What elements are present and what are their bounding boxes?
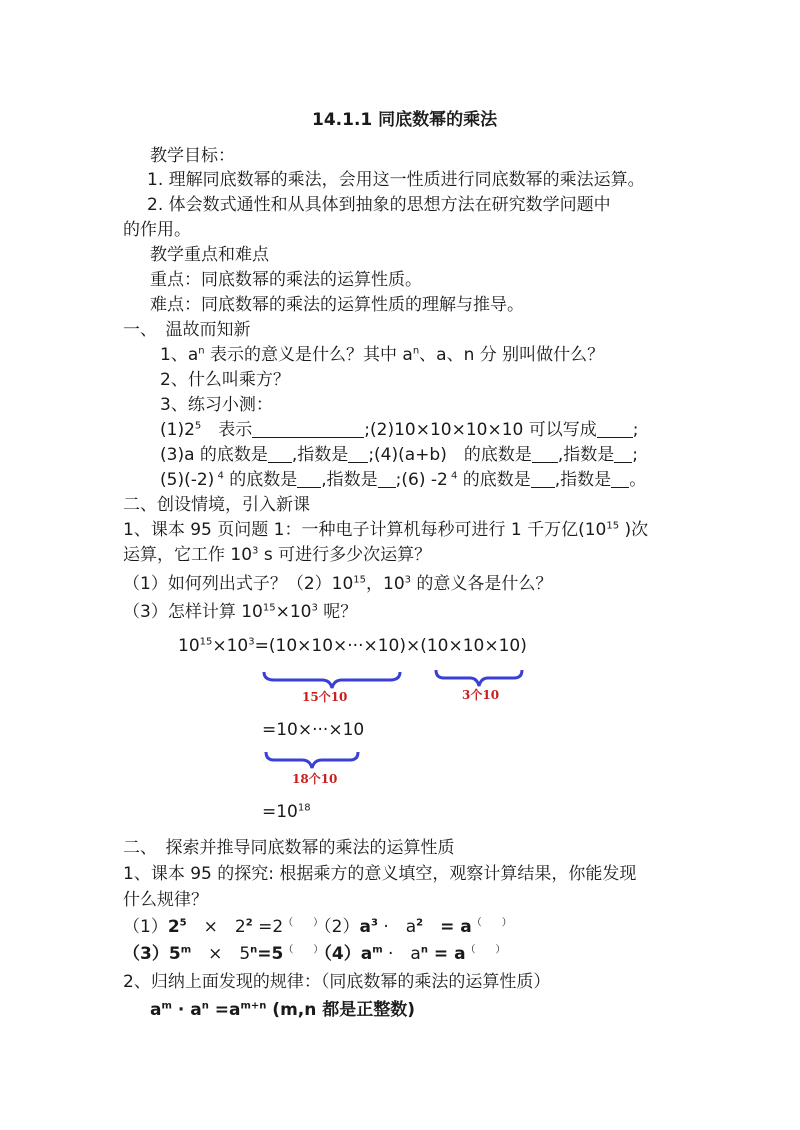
underbrace-18	[264, 750, 360, 770]
r2-sup-blank-2[interactable]: （ ）	[465, 944, 506, 956]
p2-sup-2: 3	[404, 574, 412, 586]
brace-label-18: 18个10	[292, 772, 338, 786]
ex2-text-d: ,指数是	[557, 445, 615, 465]
exercise-row-3	[160, 468, 646, 492]
objectives-heading: 教学目标：	[150, 146, 235, 166]
problem-2	[123, 572, 552, 596]
r2-sup-2: n	[250, 944, 258, 956]
answer-blank[interactable]	[297, 471, 321, 488]
p1-text-d: s 可进行多少次运算？	[258, 545, 432, 565]
question-1	[160, 343, 604, 367]
brace-label-15: 15个10	[302, 690, 348, 704]
answer-blank[interactable]	[348, 446, 368, 463]
rule-text: a	[150, 1000, 162, 1020]
answer-blank[interactable]	[268, 446, 292, 463]
eq3-sup: 18	[297, 802, 311, 814]
ex1-text-c: ;(2)10×10×10×10 可以写成	[364, 420, 597, 440]
answer-blank[interactable]	[532, 446, 558, 463]
r2-sup-4: m	[372, 944, 383, 956]
r2-text-f: a	[360, 944, 373, 964]
explore-line-1: 1、课本 95 的探究: 根据乘方的意义填空，观察计算结果，你能发现	[123, 864, 637, 884]
r1-text-f: a	[359, 917, 371, 937]
exercise-row-2	[160, 443, 638, 467]
ex1-text-d: ;	[632, 420, 639, 440]
answer-blank[interactable]	[597, 421, 633, 438]
r2-text-e: （4）	[323, 944, 361, 964]
r2-text-b: 5	[168, 944, 181, 964]
ex3-text-d: ;(6) -2	[395, 470, 448, 490]
equation-line-1	[178, 634, 527, 658]
eq1-text-c: =(10×10×···×10)×(10×10×10)	[254, 636, 527, 656]
ex2-text-e: ;	[632, 445, 638, 465]
r1-sup-4: 3	[370, 917, 378, 929]
exercise-rule-row-1	[123, 915, 512, 939]
p3-text: （3）怎样计算 10	[123, 602, 263, 622]
problem-1-line-1	[123, 518, 648, 542]
r1-text-g: · a	[377, 917, 417, 937]
ex1-text: (1)2	[160, 420, 195, 440]
ex2-text-b: ,指数是	[291, 445, 349, 465]
p3-sup: 15	[262, 602, 276, 614]
ex1-sup: 5	[194, 420, 202, 432]
q1-text: 1、a	[160, 345, 199, 365]
answer-blank[interactable]	[611, 471, 629, 488]
ex3-sup: 4	[214, 470, 224, 482]
induce-rule: 2、归纳上面发现的规律：（同底数幂的乘法的运算性质）	[123, 972, 551, 992]
question-3: 3、练习小测：	[160, 395, 273, 415]
ex3-text-c: ,指数是	[321, 470, 378, 490]
r1-text: （1）	[123, 917, 168, 937]
p1-text-b: )次	[619, 520, 649, 540]
answer-blank[interactable]	[531, 471, 555, 488]
section-3-heading: 二、 探索并推导同底数幂的乘法的运算性质	[123, 838, 455, 858]
p1-sup: 15	[606, 520, 620, 532]
eq1-text: 10	[178, 636, 200, 656]
r1-text-e: （2）	[323, 917, 360, 937]
difficulty: 难点：同底数幂的乘法的运算性质的理解与推导。	[150, 295, 524, 315]
p3-sup-2: 3	[311, 602, 318, 614]
r1-sup-5: 2	[416, 917, 424, 929]
r2-text-g: · a	[382, 944, 421, 964]
p1-text-c: 运算，它工作 10	[123, 545, 253, 565]
answer-blank[interactable]	[614, 446, 632, 463]
ex3-sup-2: 4	[447, 470, 458, 482]
r2-text-c: × 5	[191, 944, 251, 964]
section-2-heading: 二、创设情境，引入新课	[123, 495, 310, 515]
q1-text-mid: 表示的意义是什么？其中 a	[204, 345, 413, 365]
answer-blank[interactable]	[252, 421, 364, 438]
section-1-heading: 一、 温故而知新	[123, 320, 251, 340]
p1-text: 1、课本 95 页问题 1：一种电子计算机每秒可进行 1 千万亿(10	[123, 520, 607, 540]
ex3-text: (5)(-2)	[160, 470, 215, 490]
ex3-text-f: ,指数是	[554, 470, 612, 490]
rule-text-d: (m,n 都是正整数)	[266, 1000, 416, 1020]
rule-sup-2: n	[201, 1000, 209, 1012]
page-title: 14.1.1 同底数幂的乘法	[312, 110, 498, 130]
question-2: 2、什么叫乘方？	[160, 370, 290, 390]
r1-sup-2: 2	[245, 917, 253, 929]
objective-2-line-2: 的作用。	[123, 220, 191, 240]
objective-1: 1. 理解同底数幂的乘法，会用这一性质进行同底数幂的乘法运算。	[147, 170, 645, 190]
exercise-row-1	[160, 418, 639, 442]
equation-line-2: =10×···×10	[262, 720, 365, 740]
key-heading: 教学重点和难点	[150, 245, 269, 265]
r1-text-h: = a	[423, 917, 472, 937]
r2-text-d: =5	[257, 944, 284, 964]
objective-2-line-1: 2. 体会数式通性和从具体到抽象的思想方法在研究数学问题中	[147, 195, 611, 215]
p2-text-c: 的意义各是什么？	[411, 574, 553, 594]
r1-sup-blank-2[interactable]: （ ）	[471, 917, 512, 929]
answer-blank[interactable]	[378, 471, 396, 488]
p2-text-b: ，10	[366, 574, 405, 594]
key-point: 重点：同底数幂的乘法的运算性质。	[150, 270, 422, 290]
r1-text-c: × 2	[186, 917, 246, 937]
p2-sup: 15	[353, 574, 366, 586]
q1-sup: n	[198, 345, 205, 357]
rule-formula	[150, 998, 415, 1022]
brace-label-3: 3个10	[462, 688, 500, 702]
q1-text-post: 、a、n 分 别叫做什么？	[419, 345, 605, 365]
r1-sup: 5	[179, 917, 187, 929]
ex2-text-c: ;(4)(a+b) 的底数是	[368, 445, 532, 465]
problem-1-line-2	[123, 543, 431, 567]
ex3-text-g: 。	[629, 470, 647, 490]
p1-sup-2: 3	[252, 545, 259, 557]
r2-sup-5: n	[420, 944, 428, 956]
underbrace-15	[262, 670, 402, 690]
r1-text-d: =2	[252, 917, 284, 937]
r2-text-h: = a	[427, 944, 466, 964]
ex3-text-e: 的底数是	[457, 470, 531, 490]
underbrace-3	[434, 668, 524, 688]
eq1-text-b: ×10	[212, 636, 249, 656]
q1-sup-2: n	[412, 345, 420, 357]
eq3-text: =10	[262, 802, 298, 822]
r1-text-b: 2	[167, 917, 180, 937]
r1-sup-blank[interactable]: （ ）	[283, 917, 324, 929]
eq1-sup: 15	[199, 636, 213, 648]
p3-text-b: ×10	[275, 602, 312, 622]
ex3-text-b: 的底数是	[223, 470, 298, 490]
p3-text-c: 呢？	[317, 602, 358, 622]
r2-sup: m	[180, 944, 192, 956]
r2-sup-blank[interactable]: （ ）	[283, 944, 324, 956]
explore-line-2: 什么规律？	[123, 890, 208, 910]
ex2-text: (3)a 的底数是	[160, 445, 268, 465]
rule-text-b: · a	[171, 1000, 202, 1020]
ex1-text-b: 表示	[201, 420, 253, 440]
r2-text: （3）	[123, 944, 169, 964]
eq1-sup-2: 3	[248, 636, 255, 648]
rule-sup-3: m+n	[240, 1000, 267, 1012]
exercise-rule-row-2	[123, 942, 506, 966]
rule-text-c: =a	[208, 1000, 241, 1020]
p2-text: （1）如何列出式子？（2）10	[123, 574, 354, 594]
equation-line-3	[262, 800, 311, 824]
rule-sup: m	[161, 1000, 172, 1012]
problem-3	[123, 600, 357, 624]
